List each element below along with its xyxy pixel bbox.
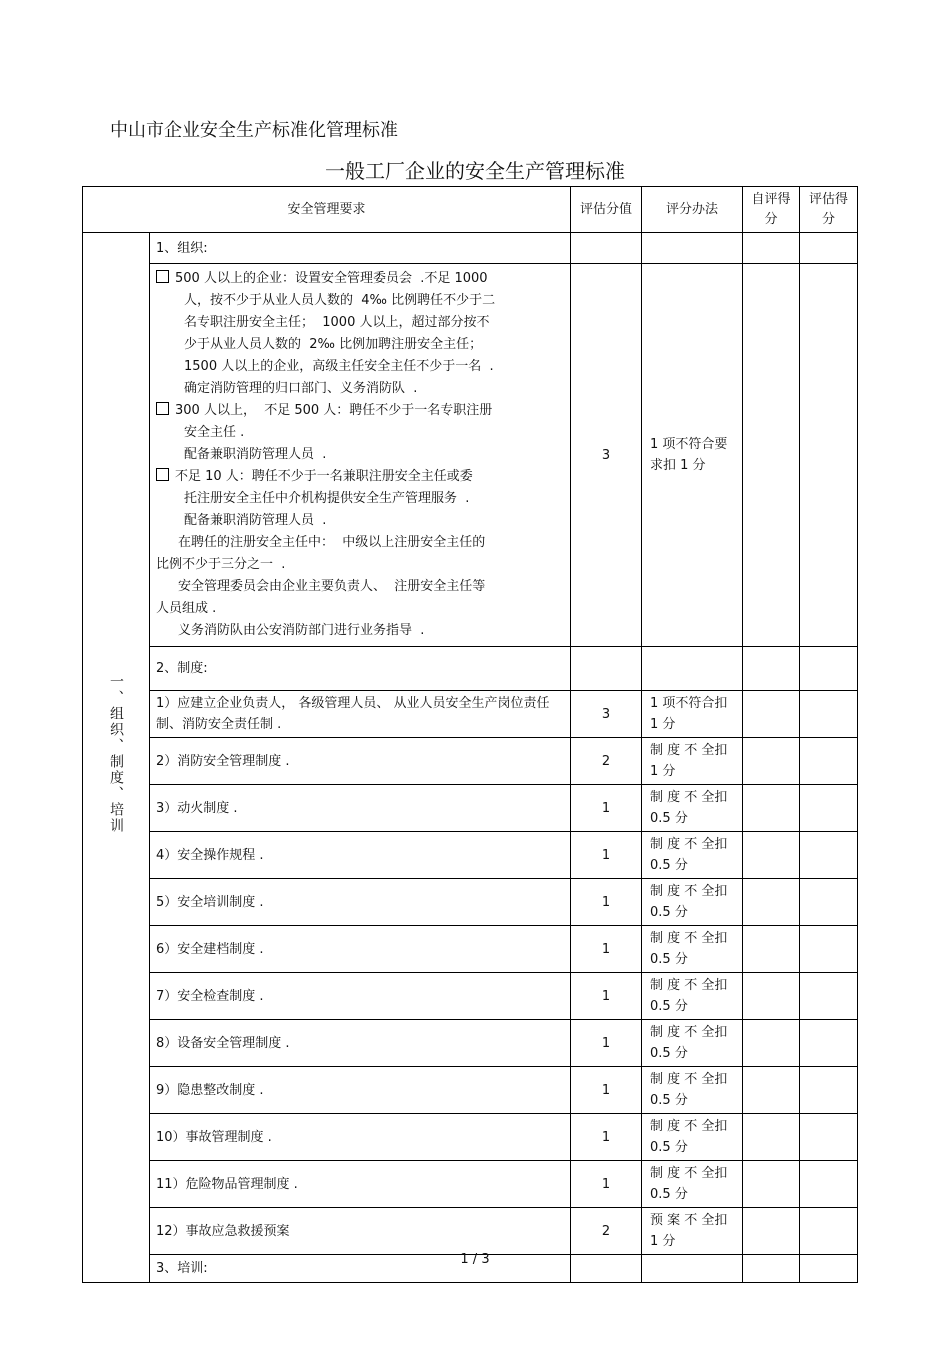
eval-score-cell <box>800 1208 858 1255</box>
requirement-line: 配备兼职消防管理人员 . <box>184 513 327 528</box>
requirement-cell: 3）动火制度 . <box>150 785 571 832</box>
section-heading: 2、制度: <box>150 647 571 691</box>
header-requirement: 安全管理要求 <box>83 187 571 233</box>
eval-score-cell <box>800 1067 858 1114</box>
requirement-line: 人，按不少于从业人员人数的 4‰ 比例聘任不少于二 <box>184 293 496 308</box>
self-score-cell <box>743 973 800 1020</box>
section-heading: 3、培训: <box>150 1255 571 1283</box>
eval-score-cell <box>800 691 858 738</box>
self-score-cell <box>743 1020 800 1067</box>
score-cell: 1 <box>571 1020 642 1067</box>
method-cell: 制 度 不 全扣 0.5 分 <box>642 832 743 879</box>
score-cell: 1 <box>571 1067 642 1114</box>
table-row <box>83 926 858 973</box>
category-cell <box>83 233 150 1283</box>
requirement-line: 安全主任 . <box>184 425 245 440</box>
method-cell: 制 度 不 全扣 0.5 分 <box>642 1067 743 1114</box>
requirement-cell: 2）消防安全管理制度 . <box>150 738 571 785</box>
score-cell: 1 <box>571 832 642 879</box>
eval-score-cell <box>800 738 858 785</box>
self-score-cell <box>743 926 800 973</box>
method-cell: 制 度 不 全扣 1 分 <box>642 738 743 785</box>
method-cell: 制 度 不 全扣 0.5 分 <box>642 785 743 832</box>
eval-score-cell <box>800 785 858 832</box>
checkbox-icon <box>156 402 169 415</box>
checkbox-icon <box>156 468 169 481</box>
eval-score-cell <box>800 1020 858 1067</box>
section-row-system <box>83 647 858 691</box>
self-score-cell <box>743 879 800 926</box>
requirement-line: 500 人以上的企业：设置安全管理委员会 .不足 1000 <box>156 268 564 290</box>
requirement-cell: 11）危险物品管理制度 . <box>150 1161 571 1208</box>
requirement-note: 比例不少于三分之一 . <box>156 557 286 572</box>
requirement-note: 安全管理委员会由企业主要负责人、 注册安全主任等 <box>178 579 486 594</box>
score-cell: 1 <box>571 785 642 832</box>
eval-score-cell <box>800 264 858 647</box>
requirement-line: 确定消防管理的归口部门、义务消防队 . <box>184 381 418 396</box>
self-score-cell <box>743 738 800 785</box>
eval-score-cell <box>800 832 858 879</box>
requirement-line: 不足 10 人：聘任不少于一名兼职注册安全主任或委 <box>156 466 564 488</box>
score-cell: 1 <box>571 879 642 926</box>
eval-score-cell <box>800 973 858 1020</box>
table-row <box>83 1114 858 1161</box>
self-score-cell <box>743 1208 800 1255</box>
score-cell: 1 <box>571 1114 642 1161</box>
self-score-cell <box>743 832 800 879</box>
self-score-cell <box>743 1161 800 1208</box>
requirement-note: 在聘任的注册安全主任中： 中级以上注册安全主任的 <box>178 535 486 550</box>
table-row <box>83 1161 858 1208</box>
section-row-organization <box>83 233 858 264</box>
header-method: 评分办法 <box>642 187 743 233</box>
self-score-cell <box>743 691 800 738</box>
header-eval-score: 评估得分 <box>800 187 858 233</box>
requirement-cell: 1）应建立企业负责人， 各级管理人员、 从业人员安全生产岗位责任制、消防安全责任制 . <box>150 691 571 738</box>
standards-table <box>82 186 858 1283</box>
method-cell: 制 度 不 全扣 0.5 分 <box>642 1114 743 1161</box>
method-cell: 1 项不符合扣 1 分 <box>642 691 743 738</box>
method-cell: 制 度 不 全扣 0.5 分 <box>642 973 743 1020</box>
table-row <box>83 785 858 832</box>
requirement-cell: 9）隐患整改制度 . <box>150 1067 571 1114</box>
score-cell: 1 <box>571 926 642 973</box>
table-row <box>83 879 858 926</box>
table-header-row <box>83 187 858 233</box>
requirement-cell: 8）设备安全管理制度 . <box>150 1020 571 1067</box>
table-row <box>83 973 858 1020</box>
table-row <box>83 1067 858 1114</box>
score-cell: 3 <box>571 691 642 738</box>
score-cell: 1 <box>571 1161 642 1208</box>
self-score-cell <box>743 264 800 647</box>
eval-score-cell <box>800 926 858 973</box>
requirement-line: 名专职注册安全主任； 1000 人以上，超过部分按不 <box>184 315 490 330</box>
requirement-line: 托注册安全主任中介机构提供安全生产管理服务 . <box>184 491 470 506</box>
method-cell: 制 度 不 全扣 0.5 分 <box>642 1161 743 1208</box>
table-title: 一般工厂企业的安全生产管理标准 <box>325 159 625 183</box>
eval-score-cell <box>800 1114 858 1161</box>
score-cell: 2 <box>571 738 642 785</box>
requirement-cell: 12）事故应急救援预案 <box>150 1208 571 1255</box>
requirement-note: 人员组成 . <box>156 601 217 616</box>
table-row <box>83 691 858 738</box>
table-row <box>83 1020 858 1067</box>
table-row <box>83 738 858 785</box>
category-label: 一、组织、制度、培训 <box>108 674 124 834</box>
self-score-cell <box>743 1114 800 1161</box>
requirement-note: 义务消防队由公安消防部门进行业务指导 . <box>178 623 425 638</box>
header-score: 评估分值 <box>571 187 642 233</box>
organization-requirements <box>150 264 571 647</box>
checkbox-icon <box>156 270 169 283</box>
method-cell: 制 度 不 全扣 0.5 分 <box>642 1020 743 1067</box>
requirement-line: 少于从业人员人数的 2‰ 比例加聘注册安全主任； <box>184 337 483 352</box>
requirement-cell: 6）安全建档制度 . <box>150 926 571 973</box>
score-cell: 3 <box>571 264 642 647</box>
section-heading: 1、组织: <box>150 233 571 264</box>
table-row <box>83 1208 858 1255</box>
table-row <box>83 264 858 647</box>
table-row <box>83 832 858 879</box>
requirement-cell: 7）安全检查制度 . <box>150 973 571 1020</box>
requirement-cell: 10）事故管理制度 . <box>150 1114 571 1161</box>
method-cell: 1 项不符合要求扣 1 分 <box>642 264 743 647</box>
header-self-score: 自评得分 <box>743 187 800 233</box>
score-cell: 2 <box>571 1208 642 1255</box>
method-cell: 制 度 不 全扣 0.5 分 <box>642 926 743 973</box>
method-cell: 预 案 不 全扣 1 分 <box>642 1208 743 1255</box>
requirement-cell: 5）安全培训制度 . <box>150 879 571 926</box>
page-number: 1 / 3 <box>460 1252 490 1267</box>
requirement-line: 配备兼职消防管理人员 . <box>184 447 327 462</box>
eval-score-cell <box>800 879 858 926</box>
document-title: 中山市企业安全生产标准化管理标准 <box>110 120 398 141</box>
requirement-line: 300 人以上， 不足 500 人：聘任不少于一名专职注册 <box>156 400 564 422</box>
requirement-cell: 4）安全操作规程 . <box>150 832 571 879</box>
self-score-cell <box>743 1067 800 1114</box>
requirement-line: 1500 人以上的企业，高级主任安全主任不少于一名 . <box>184 359 494 374</box>
score-cell: 1 <box>571 973 642 1020</box>
self-score-cell <box>743 785 800 832</box>
method-cell: 制 度 不 全扣 0.5 分 <box>642 879 743 926</box>
eval-score-cell <box>800 1161 858 1208</box>
